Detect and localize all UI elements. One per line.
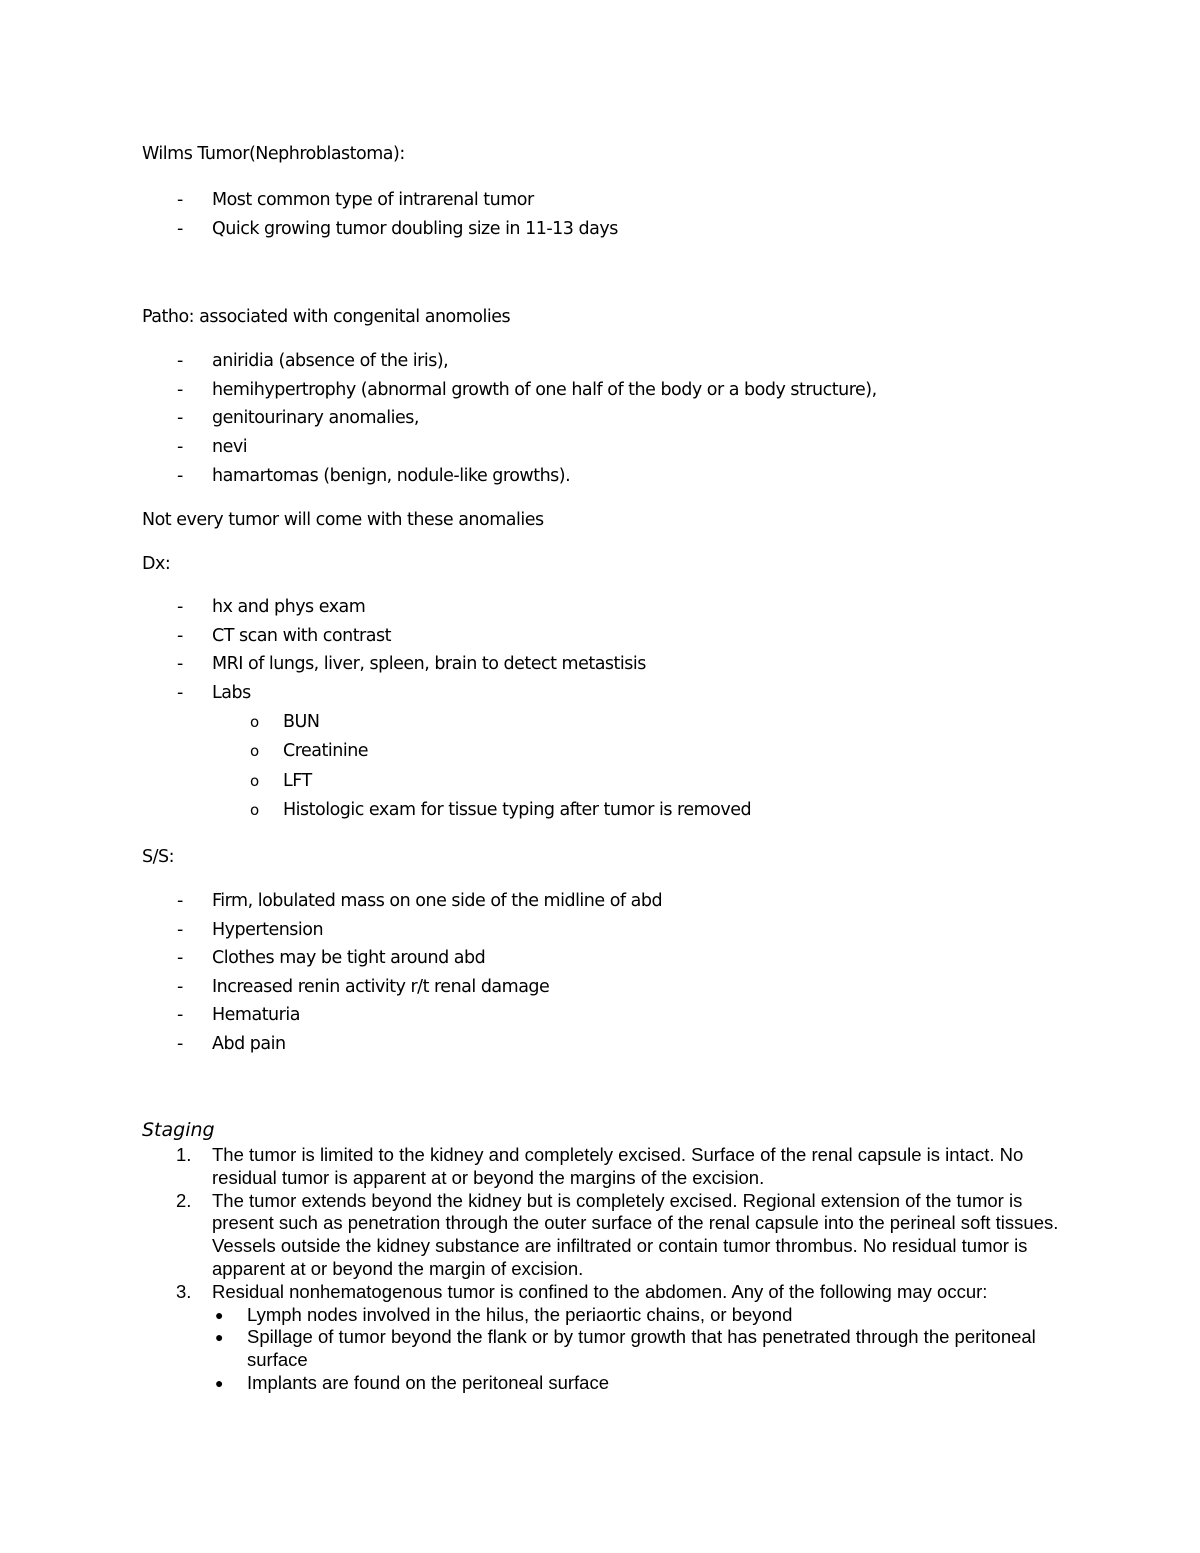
dash-marker: - (177, 379, 183, 400)
ss-heading: S/S: (142, 846, 175, 867)
dash-marker: - (177, 654, 183, 675)
list-item: - aniridia (absence of the iris), (142, 347, 1082, 376)
dash-marker: - (177, 218, 183, 239)
circle-marker: o (250, 712, 259, 731)
bullet-marker: ● (215, 1374, 224, 1391)
list-item: - Labs (142, 679, 1082, 708)
dash-marker: - (177, 1033, 183, 1054)
bullet-marker: ● (215, 1329, 224, 1346)
list-item: - MRI of lungs, liver, spleen, brain to detect metastisis (142, 650, 1082, 679)
list-item: o Creatinine (142, 737, 1082, 767)
patho-heading: Patho: associated with congenital anomolies (142, 307, 511, 328)
dash-marker: - (177, 976, 183, 997)
bullet-marker: ● (215, 1306, 224, 1323)
list-item: ● Implants are found on the peritoneal surface (215, 1371, 610, 1393)
dash-marker: - (177, 948, 183, 969)
staging-heading: Staging (142, 1119, 215, 1141)
circle-marker: o (250, 742, 259, 761)
dash-marker: - (177, 465, 183, 486)
list-item: - Abd pain (142, 1030, 1082, 1059)
stage-number: 2. (176, 1189, 192, 1211)
dash-marker: - (177, 351, 183, 372)
list-item: - Most common type of intrarenal tumor (142, 186, 1082, 215)
dash-marker: - (177, 408, 183, 429)
list-item: - Firm, lobulated mass on one side of the midline of abd (142, 887, 1082, 916)
stage-item: 1. The tumor is limited to the kidney and completely excised. Surface of the renal capsule is intact. No residual tumor is apparent at or beyond the margins of the excision. (176, 1144, 1024, 1188)
list-item: - genitourinary anomalies, (142, 404, 1082, 433)
circle-marker: o (250, 771, 259, 790)
intro-list (142, 186, 1082, 243)
stage-number: 1. (176, 1144, 192, 1165)
list-item: - CT scan with contrast (142, 622, 1082, 651)
list-item: - Hypertension (142, 916, 1082, 945)
patho-list (142, 347, 1082, 490)
dash-marker: - (177, 597, 183, 618)
list-item: o BUN (142, 708, 1082, 738)
circle-marker: o (250, 801, 259, 820)
dash-marker: - (177, 682, 183, 703)
document-body (142, 140, 1082, 1058)
list-item: - Hematuria (142, 1001, 1082, 1030)
list-item: ● Spillage of tumor beyond the flank or by tumor growth that has penetrated through the peritoneal surface (215, 1326, 1036, 1371)
list-item: - hx and phys exam (142, 593, 1082, 622)
list-item: - Increased renin activity r/t renal damage (142, 973, 1082, 1002)
dash-marker: - (177, 919, 183, 940)
list-item: - hemihypertrophy (abnormal growth of one half of the body or a body structure), (142, 376, 1082, 405)
list-item: - Clothes may be tight around abd (142, 944, 1082, 973)
dash-marker: - (177, 436, 183, 457)
patho-note: Not every tumor will come with these anomalies (142, 510, 544, 531)
stage-number: 3. (176, 1280, 192, 1302)
ss-list (142, 887, 1082, 1059)
dash-marker: - (177, 190, 183, 210)
list-item: ● Lymph nodes involved in the hilus, the periaortic chains, or beyond (215, 1303, 793, 1325)
list-item: - Quick growing tumor doubling size in 11-13 days (142, 215, 1082, 244)
dash-marker: - (177, 1005, 183, 1026)
stage-item: 3. Residual nonhematogenous tumor is confined to the abdomen. Any of the following may occur: (176, 1280, 988, 1302)
labs-sublist (142, 708, 1082, 826)
page-title: Wilms Tumor(Nephroblastoma): (142, 144, 405, 164)
staging-section (142, 1116, 1082, 1395)
dash-marker: - (177, 625, 183, 646)
list-item: o LFT (142, 767, 1082, 797)
list-item: - hamartomas (benign, nodule-like growths). (142, 462, 1082, 491)
list-item: o Histologic exam for tissue typing after tumor is removed (142, 796, 1082, 826)
stage3-bullets (142, 1304, 1082, 1395)
list-item: - nevi (142, 433, 1082, 462)
stage-item: 2. The tumor extends beyond the kidney but is completely excised. Regional extension of the tumor is present such as penetration through the outer surface of the renal capsule into the perineal soft tissues. Vessels outside the kidney substance are infiltrated or contain tumor thrombus. No residual tumor is apparent at or beyond the margin of excision. (176, 1189, 1059, 1279)
dash-marker: - (177, 890, 183, 911)
dx-heading: Dx: (142, 554, 171, 575)
dx-list (142, 593, 1082, 826)
